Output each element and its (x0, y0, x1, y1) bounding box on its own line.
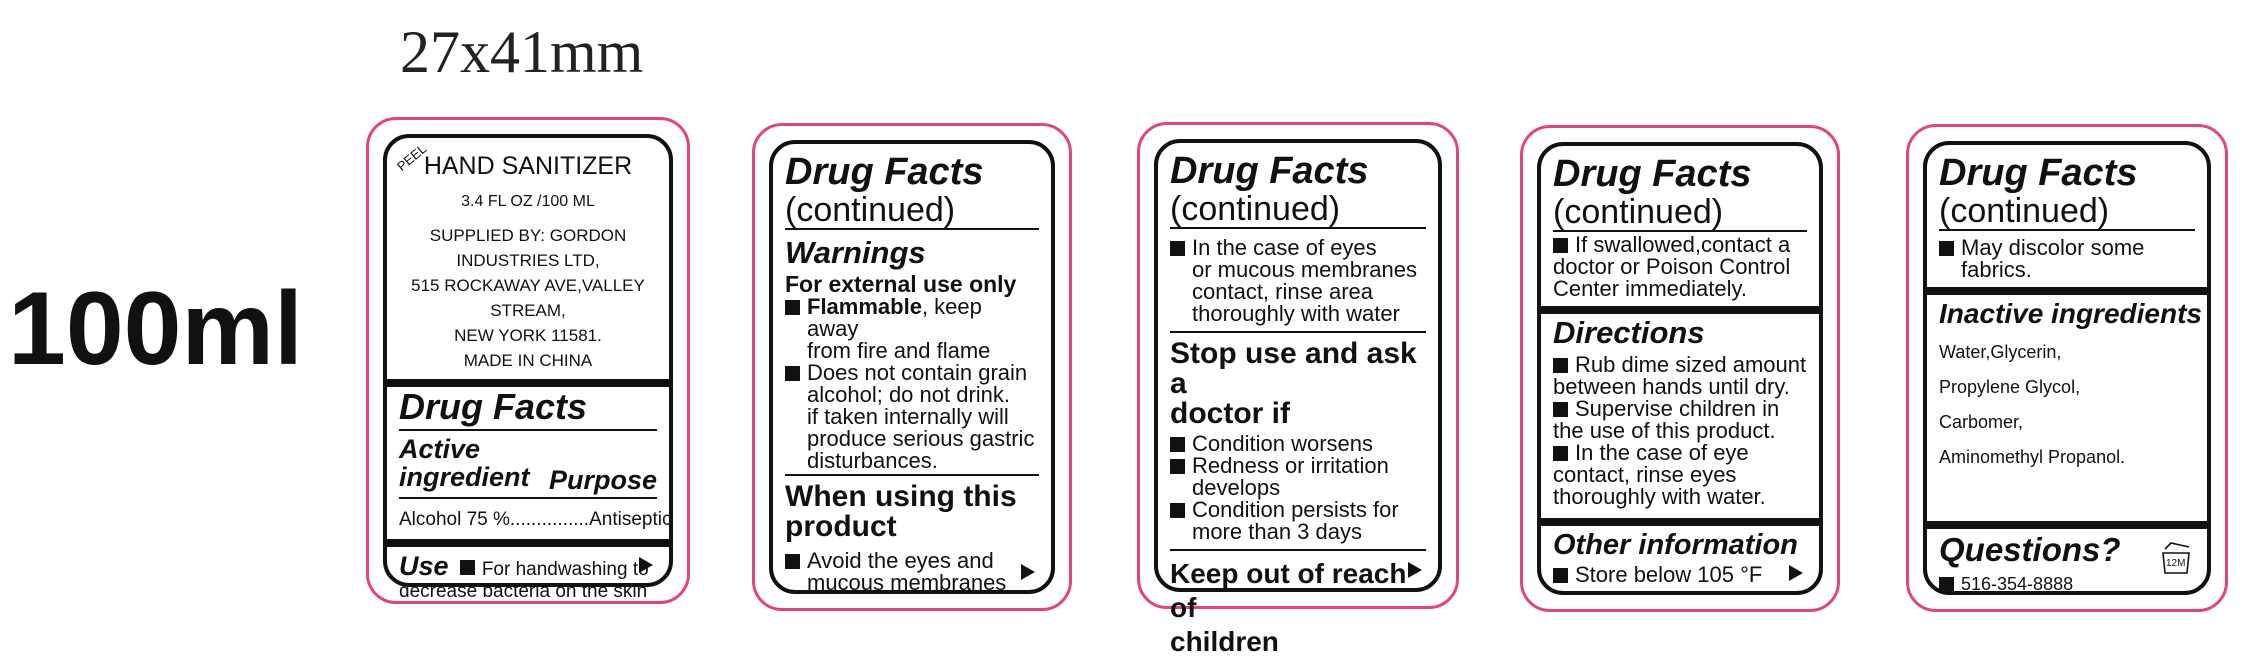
stop-use-line: doctor if (1170, 397, 1290, 430)
warnings-heading: Warnings (785, 235, 926, 270)
active-heading-line: Active (399, 434, 481, 464)
inactive-line: Carbomer, (1939, 412, 2024, 432)
bullet-square (460, 560, 475, 575)
avoid-item (785, 550, 1039, 594)
rub-block (1553, 354, 1807, 398)
peel-text: PEEL (394, 141, 430, 174)
continue-arrow-icon (1021, 564, 1035, 580)
discolor-item (1939, 237, 2195, 281)
when-using-line: When using this (785, 480, 1017, 513)
flammable-item (785, 296, 1039, 362)
swallowed-line: If swallowed,contact a (1575, 232, 1791, 257)
store-item (1553, 564, 1807, 586)
label-panel-inactive (1906, 124, 2228, 612)
divider (1170, 331, 1426, 333)
supplier-block (399, 223, 657, 373)
label-size-title: 27x41mm (400, 19, 644, 85)
continued-label: (continued) (1170, 191, 1426, 229)
inactive-line: Aminomethyl Propanol. (1939, 447, 2126, 467)
panel-frame (1923, 141, 2211, 595)
drug-facts-title: Drug Facts (1553, 153, 1752, 195)
divider (399, 497, 657, 499)
divider (1170, 549, 1426, 551)
bullet-square (785, 554, 800, 569)
directions-heading: Directions (1553, 315, 1705, 350)
rub-line: Rub dime sized amount (1575, 352, 1807, 377)
continued-label: (continued) (785, 192, 1039, 230)
stop-item-line: Condition worsens (1192, 431, 1373, 456)
panel-frame (1537, 142, 1823, 595)
supervise-line: Supervise children in (1575, 396, 1780, 421)
bullet-square (1170, 503, 1185, 518)
stop-item-line: more than 3 days (1192, 519, 1362, 544)
flammable-text: , keep away (807, 294, 982, 341)
inactive-line: Propylene Glycol, (1939, 377, 2081, 397)
volume-title: 100ml (8, 271, 303, 387)
stop-use-line: Stop use and ask a (1170, 337, 1417, 400)
stop-item (1170, 499, 1426, 543)
eyes-line: In the case of eyes (1192, 235, 1377, 260)
open-jar-icon (2159, 541, 2193, 575)
supervise-block (1553, 398, 1807, 442)
avoid-line: Avoid the eyes and (807, 548, 994, 573)
inactive-heading: Inactive ingredients (1939, 298, 2202, 329)
store-text: Store below 105 °F (1575, 562, 1763, 587)
grain-item (785, 362, 1039, 472)
label-panel-front (366, 117, 690, 604)
active-purpose-header (399, 435, 657, 495)
keep-out-line: children (1170, 626, 1279, 657)
continue-arrow-icon (639, 557, 653, 573)
stop-item (1170, 455, 1426, 499)
eyes-item (1170, 237, 1426, 325)
divider (785, 474, 1039, 476)
use-section (399, 551, 657, 602)
drug-facts-title: Drug Facts (1939, 152, 2138, 194)
phone-number: 516-354-8888 (1961, 574, 2074, 594)
bullet-square (1553, 358, 1568, 373)
product-name: HAND SANITIZER (423, 152, 633, 180)
divider (387, 539, 669, 547)
grain-line: Does not contain grain (807, 360, 1028, 385)
questions-heading: Questions? (1939, 531, 2121, 568)
continue-arrow-icon (1789, 565, 1803, 581)
divider (1541, 518, 1819, 526)
label-panel-warnings (752, 123, 1072, 611)
panel-frame (769, 140, 1055, 594)
eyes-line: or mucous membranes (1192, 257, 1417, 282)
supplier-line: NEW YORK 11581. (454, 326, 602, 345)
continued-label: (continued) (1553, 194, 1807, 232)
drug-facts-title: Drug Facts (785, 151, 984, 193)
grain-line: produce serious gastric (807, 426, 1035, 451)
divider (1927, 287, 2207, 295)
bullet-square (1553, 568, 1568, 583)
eye-contact-line: thoroughly with water. (1553, 484, 1766, 509)
drug-facts-title: Drug Facts (399, 387, 657, 431)
avoid-line: mucous membranes (807, 570, 1007, 595)
external-use-heading: For external use only (785, 271, 1017, 297)
active-ingredient-row (399, 509, 672, 531)
label-panel-directions (1520, 125, 1840, 612)
stop-item-line: Redness or irritation (1192, 453, 1389, 478)
eye-contact-line: contact, rinse eyes (1553, 462, 1737, 487)
swallowed-line: Center immediately. (1553, 276, 1747, 301)
bullet-square (1170, 437, 1185, 452)
supervise-line: the use of this product. (1553, 418, 1776, 443)
discolor-text: May discolor some fabrics. (1961, 235, 2145, 282)
flammable-text: from fire and flame (807, 338, 991, 363)
swallowed-block (1553, 234, 1807, 300)
continued-label: (continued) (1939, 193, 2195, 231)
phone-item (1939, 573, 2073, 595)
supplier-line: SUPPLIED BY: GORDON INDUSTRIES LTD, (429, 226, 627, 270)
keep-out-heading (1170, 557, 1426, 659)
eyes-line: thoroughly with water (1192, 301, 1400, 326)
bullet-square (1553, 238, 1568, 253)
eye-contact-block (1553, 442, 1807, 508)
bullet-square (1939, 241, 1954, 256)
supplier-line: 515 ROCKAWAY AVE,VALLEY STREAM, (411, 276, 645, 320)
grain-line: alcohol; do not drink. (807, 382, 1011, 407)
rub-line: between hands until dry. (1553, 374, 1790, 399)
inactive-line: Water,Glycerin, (1939, 342, 2062, 362)
bullet-square (785, 300, 800, 315)
divider (1541, 306, 1819, 314)
divider (1927, 521, 2207, 529)
flammable-bold: Flammable (807, 294, 922, 319)
ingredient-name: Alcohol 75 % (399, 509, 510, 530)
stop-item-line: develops (1192, 475, 1281, 500)
bullet-square (1170, 241, 1185, 256)
leader-dots: ............... (509, 509, 590, 530)
stop-item-line: Condition persists for (1192, 497, 1399, 522)
other-info-heading: Other information (1553, 529, 1798, 561)
purpose-heading: Purpose (548, 465, 657, 495)
panel-frame (383, 134, 673, 602)
when-using-heading (785, 482, 1039, 542)
bullet-square (1553, 402, 1568, 417)
ingredient-purpose: Antiseptic (589, 509, 672, 530)
use-heading: Use (399, 551, 449, 581)
stop-use-heading (1170, 339, 1426, 429)
grain-line: if taken internally will (807, 404, 1009, 429)
eye-contact-line: In the case of eye (1575, 440, 1749, 465)
net-contents: 3.4 FL OZ /100 ML (461, 193, 595, 210)
stop-item (1170, 433, 1426, 455)
pao-text: 12M (2166, 558, 2186, 569)
bullet-square (785, 366, 800, 381)
bullet-square (1939, 577, 1954, 592)
keep-out-line: Keep out of reach of (1170, 558, 1407, 623)
grain-line: disturbances. (807, 448, 938, 473)
panel-frame (1154, 139, 1442, 657)
drug-facts-title: Drug Facts (1170, 150, 1369, 192)
bullet-square (1553, 446, 1568, 461)
bullet-square (1170, 459, 1185, 474)
use-text: decrease bacteria on the skin (399, 581, 648, 602)
when-using-line: product (785, 510, 897, 543)
swallowed-line: doctor or Poison Control (1553, 254, 1791, 279)
label-panel-stop-use (1137, 122, 1459, 657)
active-heading-line: ingredient (399, 462, 530, 492)
inactive-list (1939, 335, 2195, 475)
supplier-line: MADE IN CHINA (463, 351, 593, 370)
use-text: For handwashing to (481, 559, 649, 580)
eyes-line: contact, rinse area (1192, 279, 1373, 304)
continue-arrow-icon (1408, 562, 1422, 578)
